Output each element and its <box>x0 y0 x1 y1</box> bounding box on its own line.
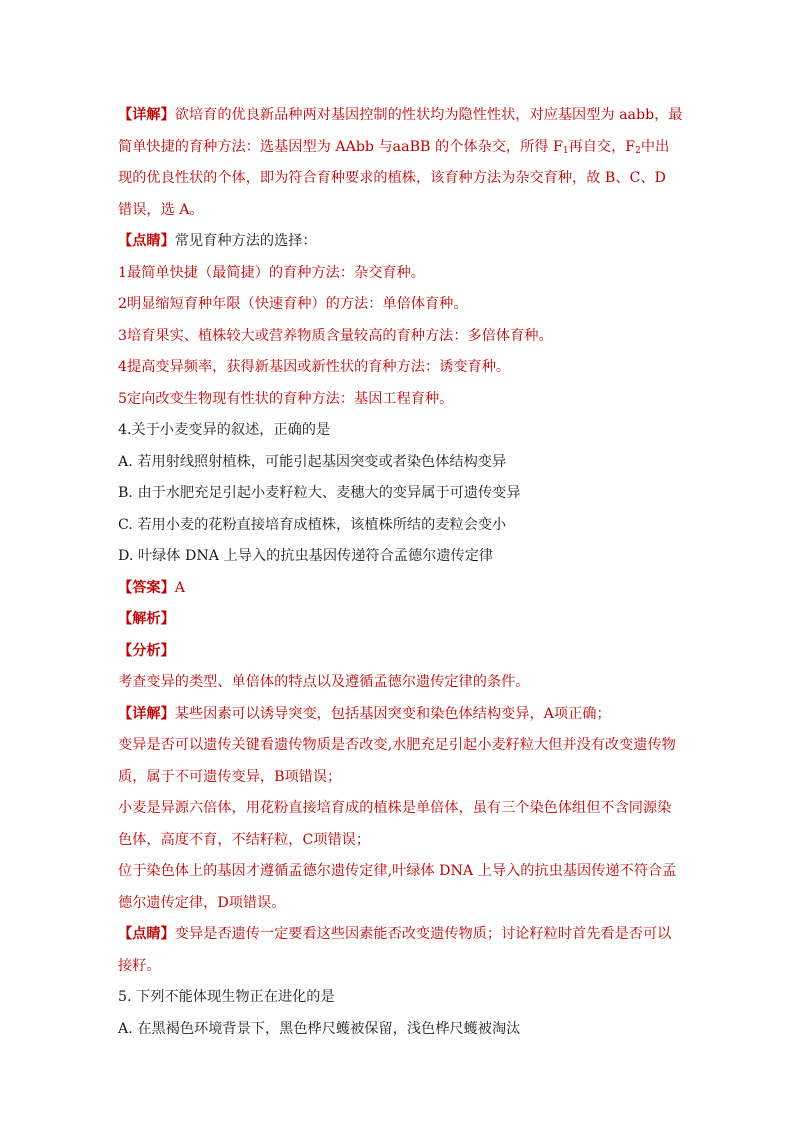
answer-value: A <box>174 579 186 596</box>
detail-tag: 【详解】 <box>118 107 175 123</box>
tip-tag: 【点睛】 <box>118 233 175 249</box>
analysis-tag: 【解析】 <box>118 611 175 627</box>
tip-item: 5定向改变生物现有性状的育种方法：基因工程育种。 <box>118 390 454 407</box>
tip-intro: 常见育种方法的选择： <box>174 233 317 249</box>
detail-line: 位于染色体上的基因才遵循孟德尔遗传定律,叶绿体 DNA 上导入的抗虫基因传递不符合孟德尔遗传定律，D项错误。 <box>118 863 677 911</box>
detail-paragraph-2: 【详解】某些因素可以诱导突变，包括基因突变和染色体结构变异，A项正确； <box>118 705 611 722</box>
fenxi-text: 考查变异的类型、单倍体的特点以及遵循孟德尔遗传定律的条件。 <box>118 674 530 690</box>
detail-line: 变异是否可以遗传关键看遗传物质是否改变,水肥充足引起小麦籽粒大但并没有改变遗传物质，属于不可遗传变异，B项错误； <box>118 737 676 785</box>
tip-item: 1最简单快捷（最简捷）的育种方法：杂交育种。 <box>118 264 425 281</box>
tip-item: 3培育果实、植株较大或营养物质含量较高的育种方法：多倍体育种。 <box>118 327 553 344</box>
tip-paragraph-2: 【点睛】变异是否遗传一定要看这些因素能否改变遗传物质；讨论籽粒时首先看是否可以接籽。 <box>118 926 672 974</box>
question-5-stem: 5. 下列不能体现生物正在进化的是 <box>118 989 335 1005</box>
page-content <box>118 100 683 1045</box>
question-4-option-b: B. 由于水肥充足引起小麦籽粒大、麦穗大的变异属于可遗传变异 <box>118 485 521 501</box>
question-4-option-a: A. 若用射线照射植株，可能引起基因突变或者染色体结构变异 <box>118 453 507 470</box>
question-4-option-c: C. 若用小麦的花粉直接培育成植株，该植株所结的麦粒会变小 <box>118 516 507 533</box>
answer-line <box>118 573 683 605</box>
question-4-stem: 4.关于小麦变异的叙述，正确的是 <box>118 422 331 438</box>
tip-paragraph-1 <box>118 226 683 258</box>
tip-tag: 【点睛】 <box>118 926 175 942</box>
question-4-option-d: D. 叶绿体 DNA 上导入的抗虫基因传递符合孟德尔遗传定律 <box>118 548 494 564</box>
tip-item: 2明显缩短育种年限（快速育种）的方法：单倍体育种。 <box>118 296 468 312</box>
question-5-option-a: A. 在黑褐色环境背景下，黑色桦尺蠖被保留，浅色桦尺蠖被淘汰 <box>118 1020 521 1037</box>
answer-tag: 【答案】 <box>118 579 175 596</box>
detail-line: 小麦是异源六倍体，用花粉直接培育成的植株是单倍体，虽有三个染色体组但不含同源染色体，高度不育，不结籽粒，C项错误； <box>118 800 672 848</box>
tip-item: 4提高变异频率，获得新基因或新性状的育种方法：诱变育种。 <box>118 359 511 375</box>
detail-tag: 【详解】 <box>118 705 175 722</box>
detail-paragraph-1: 【详解】欲培育的优良新品种两对基因控制的性状均为隐性性状，对应基因型为 aabb，最简单快捷的育种方法：选基因型为 AAbb 与aaBB 的个体杂交，所得 $F_1$再自交，$F_2$中出现的优良性状的个体，即为符合育种要求的植株，该育种方法为杂交育种，故 B、C、D 错误，选 A。 <box>118 107 683 218</box>
fenxi-tag: 【分析】 <box>118 642 175 659</box>
